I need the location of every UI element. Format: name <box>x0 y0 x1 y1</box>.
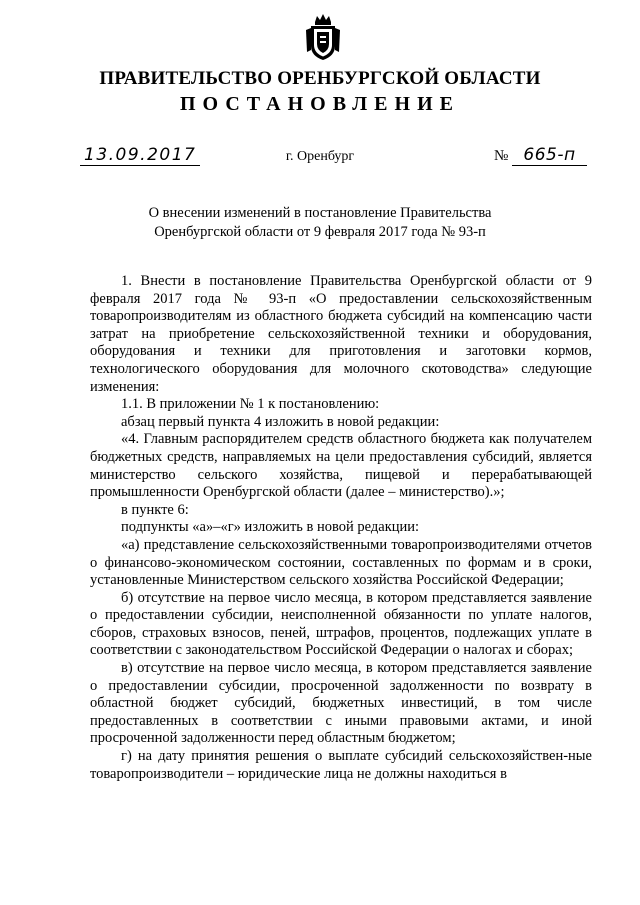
document-number: 665-п <box>523 145 576 165</box>
number-sign: № <box>494 148 509 164</box>
body-paragraph: в пункте 6: <box>121 501 189 518</box>
organization-title: ПРАВИТЕЛЬСТВО ОРЕНБУРГСКОЙ ОБЛАСТИ <box>99 68 541 89</box>
document-date: 13.09.2017 <box>84 145 197 165</box>
subject-line: О внесении изменений в постановление Правительства <box>148 205 492 221</box>
body-paragraph: «4. Главным распорядителем средств областного бюджета как получателем бюджетных средств, направляемых на цели предоставления субсидий, является министерство сельского хозяйства, пищевой и перерабатывающей промышленности Оренбургской области (далее – министерство).»; <box>90 431 592 501</box>
date-underline <box>80 165 200 166</box>
subject-line: Оренбургской области от 9 февраля 2017 года № 93-п <box>154 224 486 240</box>
body-paragraph: 1. Внести в постановление Правительства Оренбургской области от 9 февраля 2017 года № 93-п «О предоставлении сельскохозяйственным товаропроизводителям из областного бюджета субсидий на компенсацию части затрат на приобретение сельскохозяйственной техники и оборудования, оборудования и техники для приготовления и заготовки кормов, технологического оборудования для молочного скотоводства» следующие изменения: <box>90 273 592 395</box>
document-body <box>90 273 592 783</box>
document-city: г. Оренбург <box>285 149 355 164</box>
body-paragraph: б) отсутствие на первое число месяца, в котором представляется заявление о предоставлении субсидии, неисполненной обязанности по уплате налогов, сборов, страховых взносов, пеней, штрафов, процентов, подлежащих уплате в соответствии с законодательством Российской Федерации о налогах и сборах; <box>90 589 592 659</box>
document-subject <box>0 204 640 242</box>
body-paragraph: в) отсутствие на первое число месяца, в котором представляется заявление о предоставлении субсидии, просроченной задолженности по возврату в областной бюджет субсидий, бюджетных инвестиций, в том числе предоставленных в соответствии с иными правовыми актами, и иной просроченной задолженности перед областным бюджетом; <box>90 660 592 747</box>
document-type-title: ПОСТАНОВЛЕНИЕ <box>180 93 460 115</box>
body-paragraph: абзац первый пункта 4 изложить в новой редакции: <box>121 413 440 430</box>
number-underline <box>512 165 587 166</box>
body-paragraph: подпункты «а»–«г» изложить в новой редакции: <box>121 519 420 536</box>
coat-of-arms-icon <box>303 12 343 62</box>
body-paragraph: г) на дату принятия решения о выплате субсидий сельскохозяйствен-ные товаропроизводители – юридические лица не должны находиться в <box>90 748 592 782</box>
body-paragraph: «а) представление сельскохозяйственными товаропроизводителями отчетов о финансово-экономическом состоянии, составленных по формам и в сроки, установленные Министерством сельского хозяйства Российской Федерации; <box>90 536 592 589</box>
body-paragraph: 1.1. В приложении № 1 к постановлению: <box>121 396 380 413</box>
